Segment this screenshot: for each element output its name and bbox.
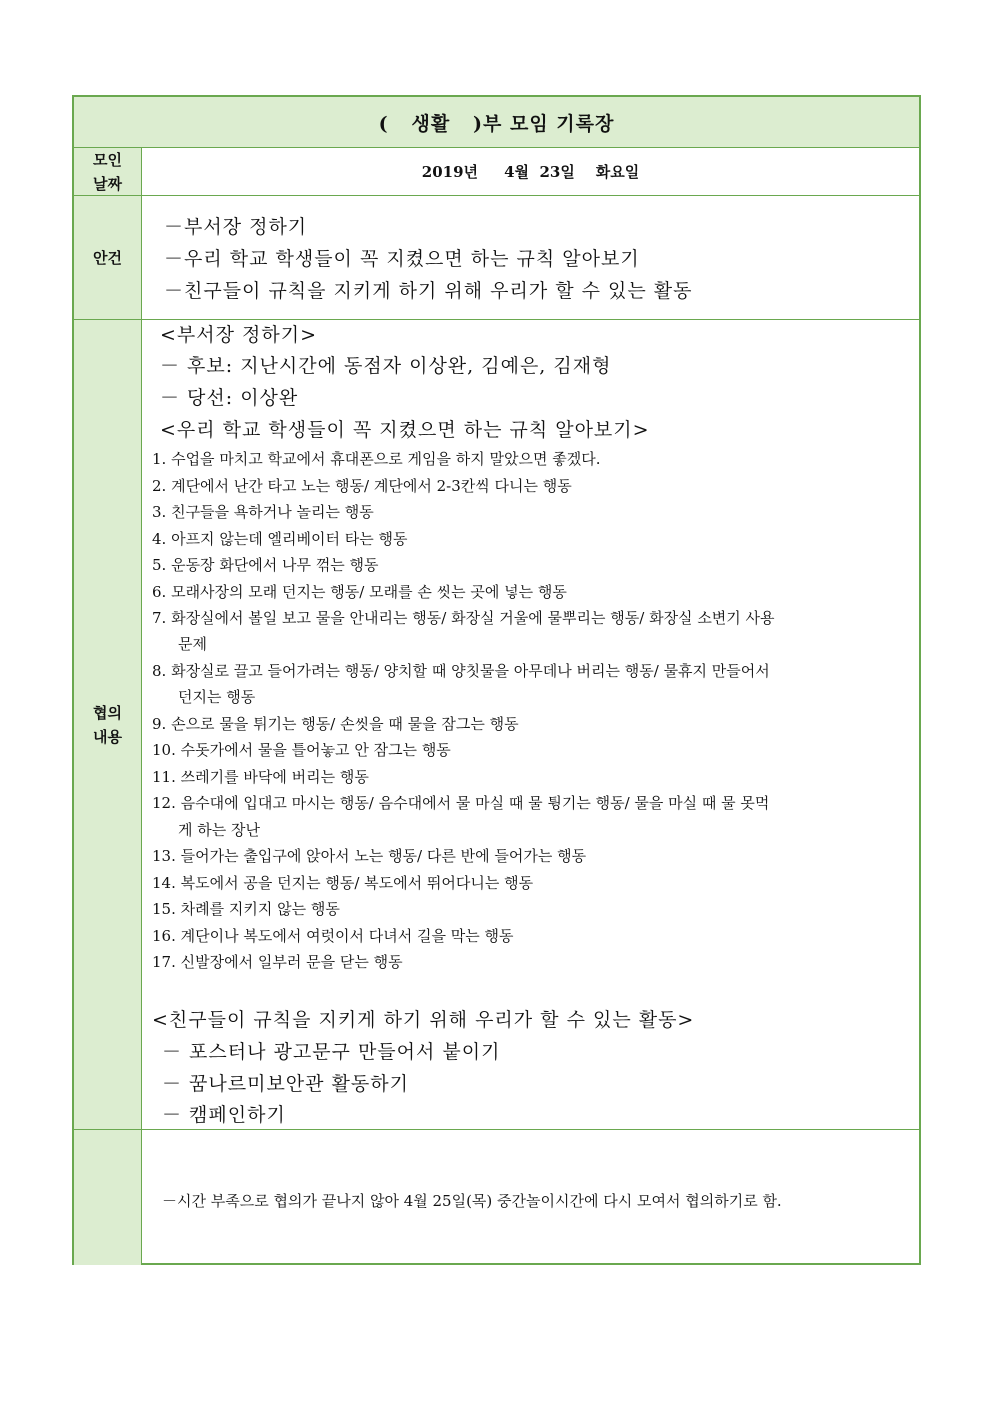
section-heading: <친구들이 규칙을 지키게 하기 위해 우리가 할 수 있는 활동> <box>152 1009 695 1031</box>
rule-item: 13. 들어가는 출입구에 앉아서 노는 행동/ 다른 반에 들어가는 행동 <box>152 847 587 865</box>
agenda-label: 안건 <box>74 196 142 319</box>
section-heading: <우리 학교 학생들이 꼭 지켰으면 하는 규칙 알아보기> <box>160 419 650 441</box>
rule-item-continued: 던지는 행동 <box>178 688 256 706</box>
section-heading: <부서장 정하기> <box>160 324 318 346</box>
section-line: － 후보: 지난시간에 동점자 이상완, 김예은, 김재형 <box>160 355 612 377</box>
note-row <box>74 1130 919 1265</box>
section-line: － 당선: 이상완 <box>160 387 299 409</box>
rule-item: 7. 화장실에서 볼일 보고 물을 안내리는 행동/ 화장실 거울에 물뿌리는 행동/ 화장실 소변기 사용 <box>152 609 775 627</box>
rule-item: 14. 복도에서 공을 던지는 행동/ 복도에서 뛰어다니는 행동 <box>152 874 534 892</box>
note-cell <box>142 1130 919 1265</box>
section-line: － 포스터나 광고문구 만들어서 붙이기 <box>162 1041 501 1063</box>
rule-item: 4. 아프지 않는데 엘리베이터 타는 행동 <box>152 530 408 548</box>
rule-item: 3. 친구들을 욕하거나 놀리는 행동 <box>152 503 374 521</box>
content-cell <box>142 320 919 1129</box>
title-row <box>74 97 919 148</box>
rule-item: 11. 쓰레기를 바닥에 버리는 행동 <box>152 768 369 786</box>
document-title: ( 생활 )부 모임 기록장 <box>378 112 615 135</box>
agenda-item: －친구들이 규칙을 지키게 하기 위해 우리가 할 수 있는 활동 <box>164 280 693 302</box>
agenda-item: －부서장 정하기 <box>164 216 308 238</box>
agenda-row <box>74 196 919 320</box>
rule-item-continued: 문제 <box>178 635 207 653</box>
rule-item: 10. 수돗가에서 물을 틀어놓고 안 잠그는 행동 <box>152 741 451 759</box>
rule-item: 5. 운동장 화단에서 나무 꺾는 행동 <box>152 556 379 574</box>
note-label <box>74 1130 142 1265</box>
rule-item: 17. 신발장에서 일부러 문을 닫는 행동 <box>152 953 403 971</box>
agenda-item: －우리 학교 학생들이 꼭 지켰으면 하는 규칙 알아보기 <box>164 248 640 270</box>
content-row <box>74 320 919 1130</box>
section-line: － 꿈나르미보안관 활동하기 <box>162 1073 409 1095</box>
rule-item: 16. 계단이나 복도에서 여럿이서 다녀서 길을 막는 행동 <box>152 927 514 945</box>
meeting-record-table <box>72 95 921 1265</box>
rule-item: 1. 수업을 마치고 학교에서 휴대폰으로 게임을 하지 말았으면 좋겠다. <box>152 450 601 468</box>
meeting-date: 2019년 4월 23일 화요일 <box>421 163 640 181</box>
rule-item: 9. 손으로 물을 튀기는 행동/ 손씻을 때 물을 잠그는 행동 <box>152 715 519 733</box>
rule-item: 2. 계단에서 난간 타고 노는 행동/ 계단에서 2-3칸씩 다니는 행동 <box>152 477 572 495</box>
rule-item-continued: 게 하는 장난 <box>178 821 260 839</box>
agenda-cell <box>142 196 919 319</box>
date-label: 모인 날짜 <box>74 148 142 195</box>
rule-item: 12. 음수대에 입대고 마시는 행동/ 음수대에서 물 마실 때 물 튕기는 행동/ 물을 마실 때 물 못먹 <box>152 794 770 812</box>
rule-item: 8. 화장실로 끌고 들어가려는 행동/ 양치할 때 양칫물을 아무데나 버리는 행동/ 물휴지 만들어서 <box>152 662 770 680</box>
date-row <box>74 148 919 196</box>
section-line: － 캠페인하기 <box>162 1104 286 1126</box>
date-cell <box>142 148 919 195</box>
content-label: 협의 내용 <box>74 320 142 1129</box>
note-text: －시간 부족으로 협의가 끝나지 않아 4월 25일(목) 중간놀이시간에 다시 모여서 협의하기로 함. <box>162 1192 782 1210</box>
rule-item: 15. 차례를 지키지 않는 행동 <box>152 900 340 918</box>
rule-item: 6. 모래사장의 모래 던지는 행동/ 모래를 손 씻는 곳에 넣는 행동 <box>152 583 567 601</box>
